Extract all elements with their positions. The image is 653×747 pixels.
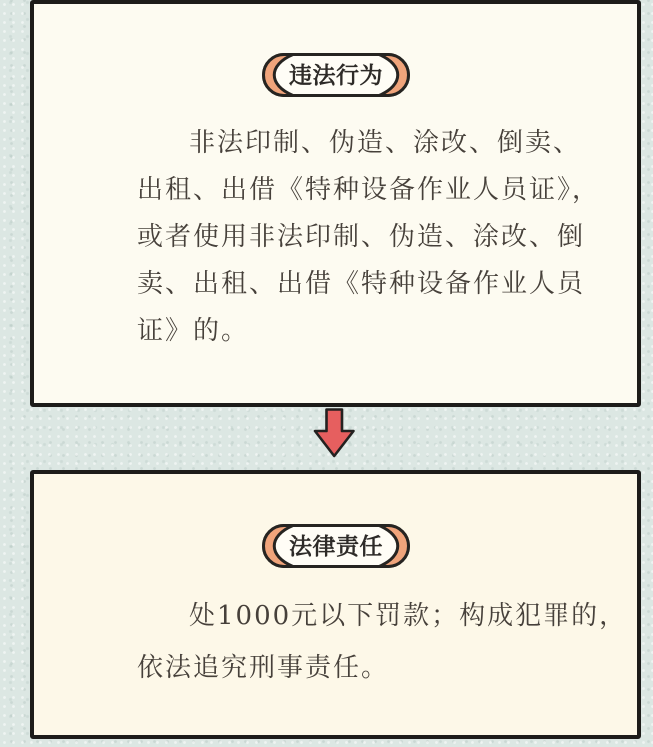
violation-text xyxy=(34,120,637,355)
penalty-text xyxy=(34,590,637,694)
violation-text-line: 证》的。 xyxy=(137,316,250,346)
scroll-badge-icon xyxy=(261,523,411,569)
violation-text-line: 出租、出借《特种设备作业人员证》， xyxy=(137,175,601,205)
down-arrow-icon xyxy=(312,408,356,460)
violation-text-line: 或者使用非法印制、伪造、涂改、倒 xyxy=(137,222,586,252)
violation-badge-label: 违法行为 xyxy=(288,63,383,89)
penalty-badge-label: 法律责任 xyxy=(288,534,383,560)
penalty-text-line: 处1000元以下罚款；构成犯罪的， xyxy=(189,601,628,631)
violation-text-line: 卖、出租、出借《特种设备作业人员 xyxy=(137,269,586,299)
violation-text-line: 非法印制、伪造、涂改、倒卖、 xyxy=(189,128,582,158)
penalty-text-line: 依法追究刑事责任。 xyxy=(137,653,390,683)
penalty-panel xyxy=(30,470,641,739)
violation-badge xyxy=(261,52,411,98)
violation-panel xyxy=(30,0,641,407)
penalty-badge xyxy=(261,523,411,569)
scroll-badge-icon xyxy=(261,52,411,98)
